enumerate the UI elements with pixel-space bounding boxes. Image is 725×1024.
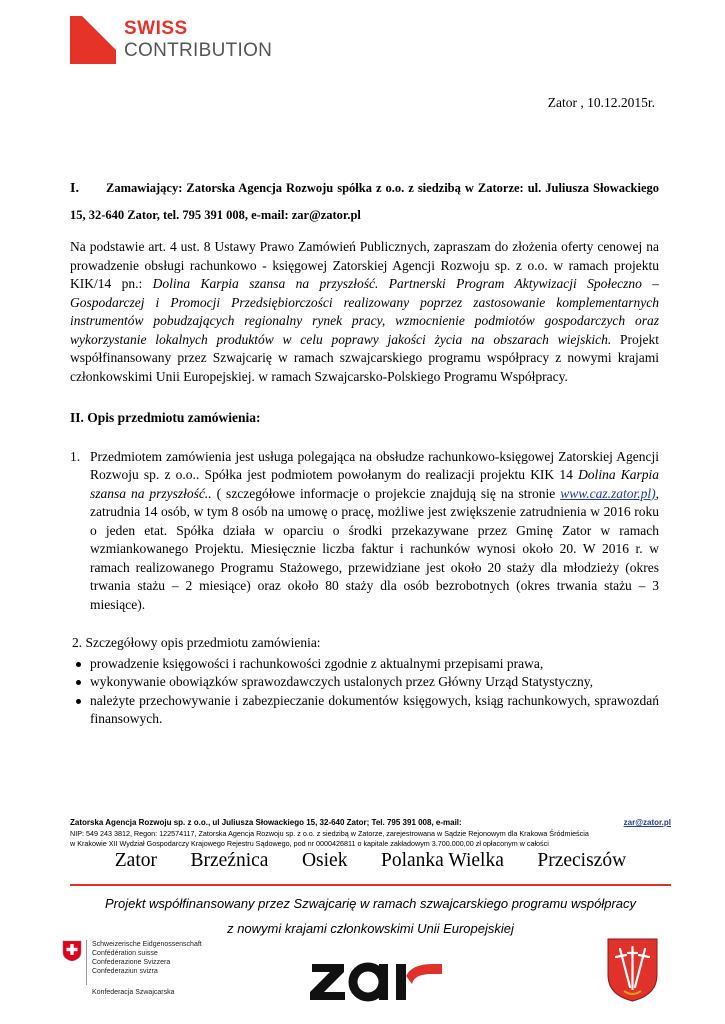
section-1-number: I.	[70, 181, 79, 196]
order-item-1	[70, 448, 659, 615]
section-1-contracting-authority	[70, 175, 659, 228]
intro-paragraph	[70, 238, 659, 386]
confed-name-it: Confederazione Svizzera	[92, 959, 171, 966]
item1-text-a: Przedmiotem zamówienia jest usługa polegająca na obsłudze rachunkowo-księgowej Zatorskiej Agencji Rozwoju sp. z o.o.. Spółka jest podmiotem powołanym do realizacji projektu KIK 14	[90, 448, 659, 482]
town-name: Przeciszów	[537, 850, 627, 871]
section-2-heading: II. Opis przedmiotu zamówienia:	[70, 410, 261, 425]
confed-name-de: Schweizerische Eidgenossenschaft	[92, 941, 202, 948]
swiss-logo-divider	[86, 940, 87, 985]
project-note-line-2: z nowymi krajami członkowskimi Unii Europejskiej	[227, 921, 514, 936]
section-1-text: Zamawiający: Zatorska Agencja Rozwoju spółka z o.o. z siedzibą w Zatorze: ul. Juliusza Słowackiego 15, 32-640 Zator, tel. 795 391 008, e-mail: zar@zator.pl	[70, 181, 659, 222]
order-item-1-text	[90, 448, 659, 615]
document-body	[70, 175, 659, 729]
footer-address	[70, 818, 671, 850]
zator-coat-of-arms-icon	[606, 937, 659, 1003]
swiss-shield-icon	[62, 940, 82, 962]
towns-row	[70, 850, 671, 872]
list-item: należyte przechowywanie i zabezpieczanie dokumentów księgowych, ksiąg rachunkowych, sprawozdań finansowych.	[70, 692, 659, 729]
intro-project-title: Dolina Karpia szansa na przyszłość. Partnerski Program Aktywizacji Społeczno – Gospodarczej i Promocji Przedsiębiorczości realizowany poprzez zastosowanie komplementarnych instrumentów pobudzających regionalny rynek pracy, wzmocnienie podmiotów gospodarczych oraz wykorzystanie lokalnych produktów w celu poprawy jakości życia na obszarach wiejskich.	[70, 276, 660, 347]
item1-text-c: , zatrudnia 14 osób, w tym 8 osób na umowę o pracę, możliwe jest zwiększenie zatrudnienia w 2016 roku o jeden etat. Spółka działa w oparciu o środki przekazywane przez Gminę Zator w ramach wzmiankowanego Projektu. Miesięcznie liczba faktur i rachunków wynosi około 20. W 2016 r. w ramach realizowanego Programu Stażowego, przewidziane jest około 20 staży dla młodzieży (okres trwania stażu – 2 miesiące) oraz około 80 staży dla osób bezrobotnych (okres trwania stażu – 3 miesiące).	[90, 485, 660, 612]
town-name: Polanka Wielka	[380, 850, 504, 871]
confed-name-pl: Konfederacja Szwajcarska	[92, 989, 175, 996]
swiss-confederation-logo	[62, 940, 252, 1000]
detailed-description-list	[70, 655, 659, 729]
project-note-line-1: Projekt współfinansowany przez Szwajcarię w ramach szwajcarskiego programu współpracy	[104, 896, 637, 911]
order-item-1-number: 1.	[70, 448, 81, 464]
town-name: Osiek	[301, 850, 348, 871]
item1-text-b: ( szczegółowe informacje o projekcie znajdują się na stronie	[211, 485, 561, 501]
detailed-description-heading: 2. Szczegółowy opis przedmiotu zamówienia:	[72, 635, 321, 650]
confed-name-fr: Confédération suisse	[92, 950, 158, 957]
zar-logo-icon	[308, 946, 444, 1002]
swiss-contribution-mark-icon	[70, 16, 116, 64]
footer-divider	[70, 884, 671, 886]
project-website-link[interactable]: www.caz.zator.pl)	[560, 485, 656, 501]
swiss-contribution-logo	[70, 16, 280, 68]
footer-registration-line-1: NIP: 549 243 3812, Regon: 122574117, Zatorska Agencja Rozwoju sp. z o.o. z siedzibą w Zatorze, zarejestrowana w Sądzie Rejonowym dla Krakowa Śródmieścia	[70, 828, 589, 838]
intro-text-a: Na podstawie art. 4 ust. 8 Ustawy Prawo Zamówień Publicznych, zapraszam do złożenia oferty cenowej na prowadzenie obsługi rachunkowo - księgowej Zatorskiej Agencji Rozwoju sp. z o.o. w ramach projektu KIK/14 pn.:	[70, 239, 659, 291]
list-item: prowadzenie księgowości i rachunkowości zgodnie z aktualnymi przepisami prawa,	[70, 655, 659, 674]
document-date: Zator , 10.12.2015r.	[547, 95, 655, 110]
list-item: wykonywanie obowiązków sprawozdawczych ustalonych przez Główny Urząd Statystyczny,	[70, 673, 659, 692]
swiss-confederation-names	[92, 940, 202, 976]
intro-text-b: Projekt współfinansowany przez Szwajcarię w ramach szwajcarskiego programu współpracy z nowymi krajami członkowskimi Unii Europejskiej. w ramach Szwajcarsko-Polskiego Programu Współpracy.	[70, 331, 659, 384]
footer-address-line: Zatorska Agencja Rozwoju sp. z o.o., ul Juliusza Słowackiego 15, 32-640 Zator; Tel. 795 391 008, e-mail:	[70, 818, 462, 827]
item1-project-name: Dolina Karpia szansa na przyszłość..	[90, 467, 660, 501]
town-name: Brzeźnica	[190, 850, 269, 871]
logo-line-swiss: SWISS	[124, 18, 188, 39]
logo-line-contribution: CONTRIBUTION	[124, 40, 273, 61]
town-name: Zator	[114, 850, 157, 871]
footer-email-link[interactable]: zar@zator.pl	[623, 818, 671, 827]
footer-registration-line-2: w Krakowie XII Wydział Gospodarczy Krajowego Rejestru Sądowego, pod nr 0000426811 o kapitale zakładowym 3.700.000,00 zł opłaconym w całości	[70, 839, 549, 848]
confed-name-rm: Confederaziun svizra	[92, 968, 158, 975]
project-cofinancing-note	[70, 891, 671, 941]
